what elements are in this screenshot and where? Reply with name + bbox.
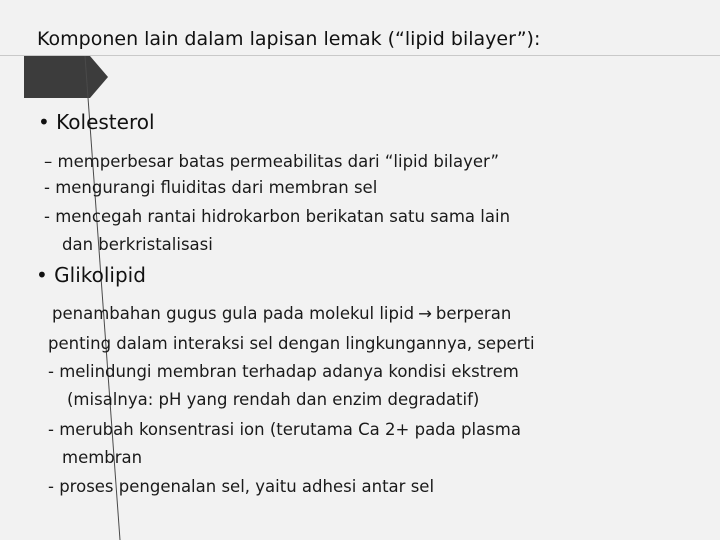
glikolipid-line-1-end: berperan (435, 304, 512, 323)
glikolipid-line-7: - proses pengenalan sel, yaitu adhesi antar sel (48, 477, 435, 496)
bullet-kolesterol: • Kolesterol (38, 110, 155, 134)
glikolipid-line-2: penting dalam interaksi sel dengan lingkungannya, seperti (48, 334, 535, 353)
bullet-glikolipid: • Glikolipid (36, 263, 146, 287)
glikolipid-line-6: membran (62, 448, 143, 467)
glikolipid-line-1-text: penambahan gugus gula pada molekul lipid (52, 304, 415, 323)
kolesterol-line-3: - mencegah rantai hidrokarbon berikatan satu sama lain (44, 207, 511, 226)
page-title: Komponen lain dalam lapisan lemak (“lipid bilayer”): (37, 28, 541, 50)
kolesterol-line-2: - mengurangi fluiditas dari membran sel (44, 178, 378, 197)
kolesterol-line-4: dan berkristalisasi (62, 235, 213, 254)
arrow-right-icon: → (418, 304, 432, 323)
kolesterol-line-1: – memperbesar batas permeabilitas dari “lipid bilayer” (44, 152, 500, 171)
glikolipid-line-3: - melindungi membran terhadap adanya kondisi ekstrem (48, 362, 519, 381)
glikolipid-line-1 (52, 304, 511, 323)
glikolipid-line-5: - merubah konsentrasi ion (terutama Ca 2+ pada plasma (48, 420, 521, 439)
glikolipid-line-4: (misalnya: pH yang rendah dan enzim degradatif) (67, 390, 480, 409)
